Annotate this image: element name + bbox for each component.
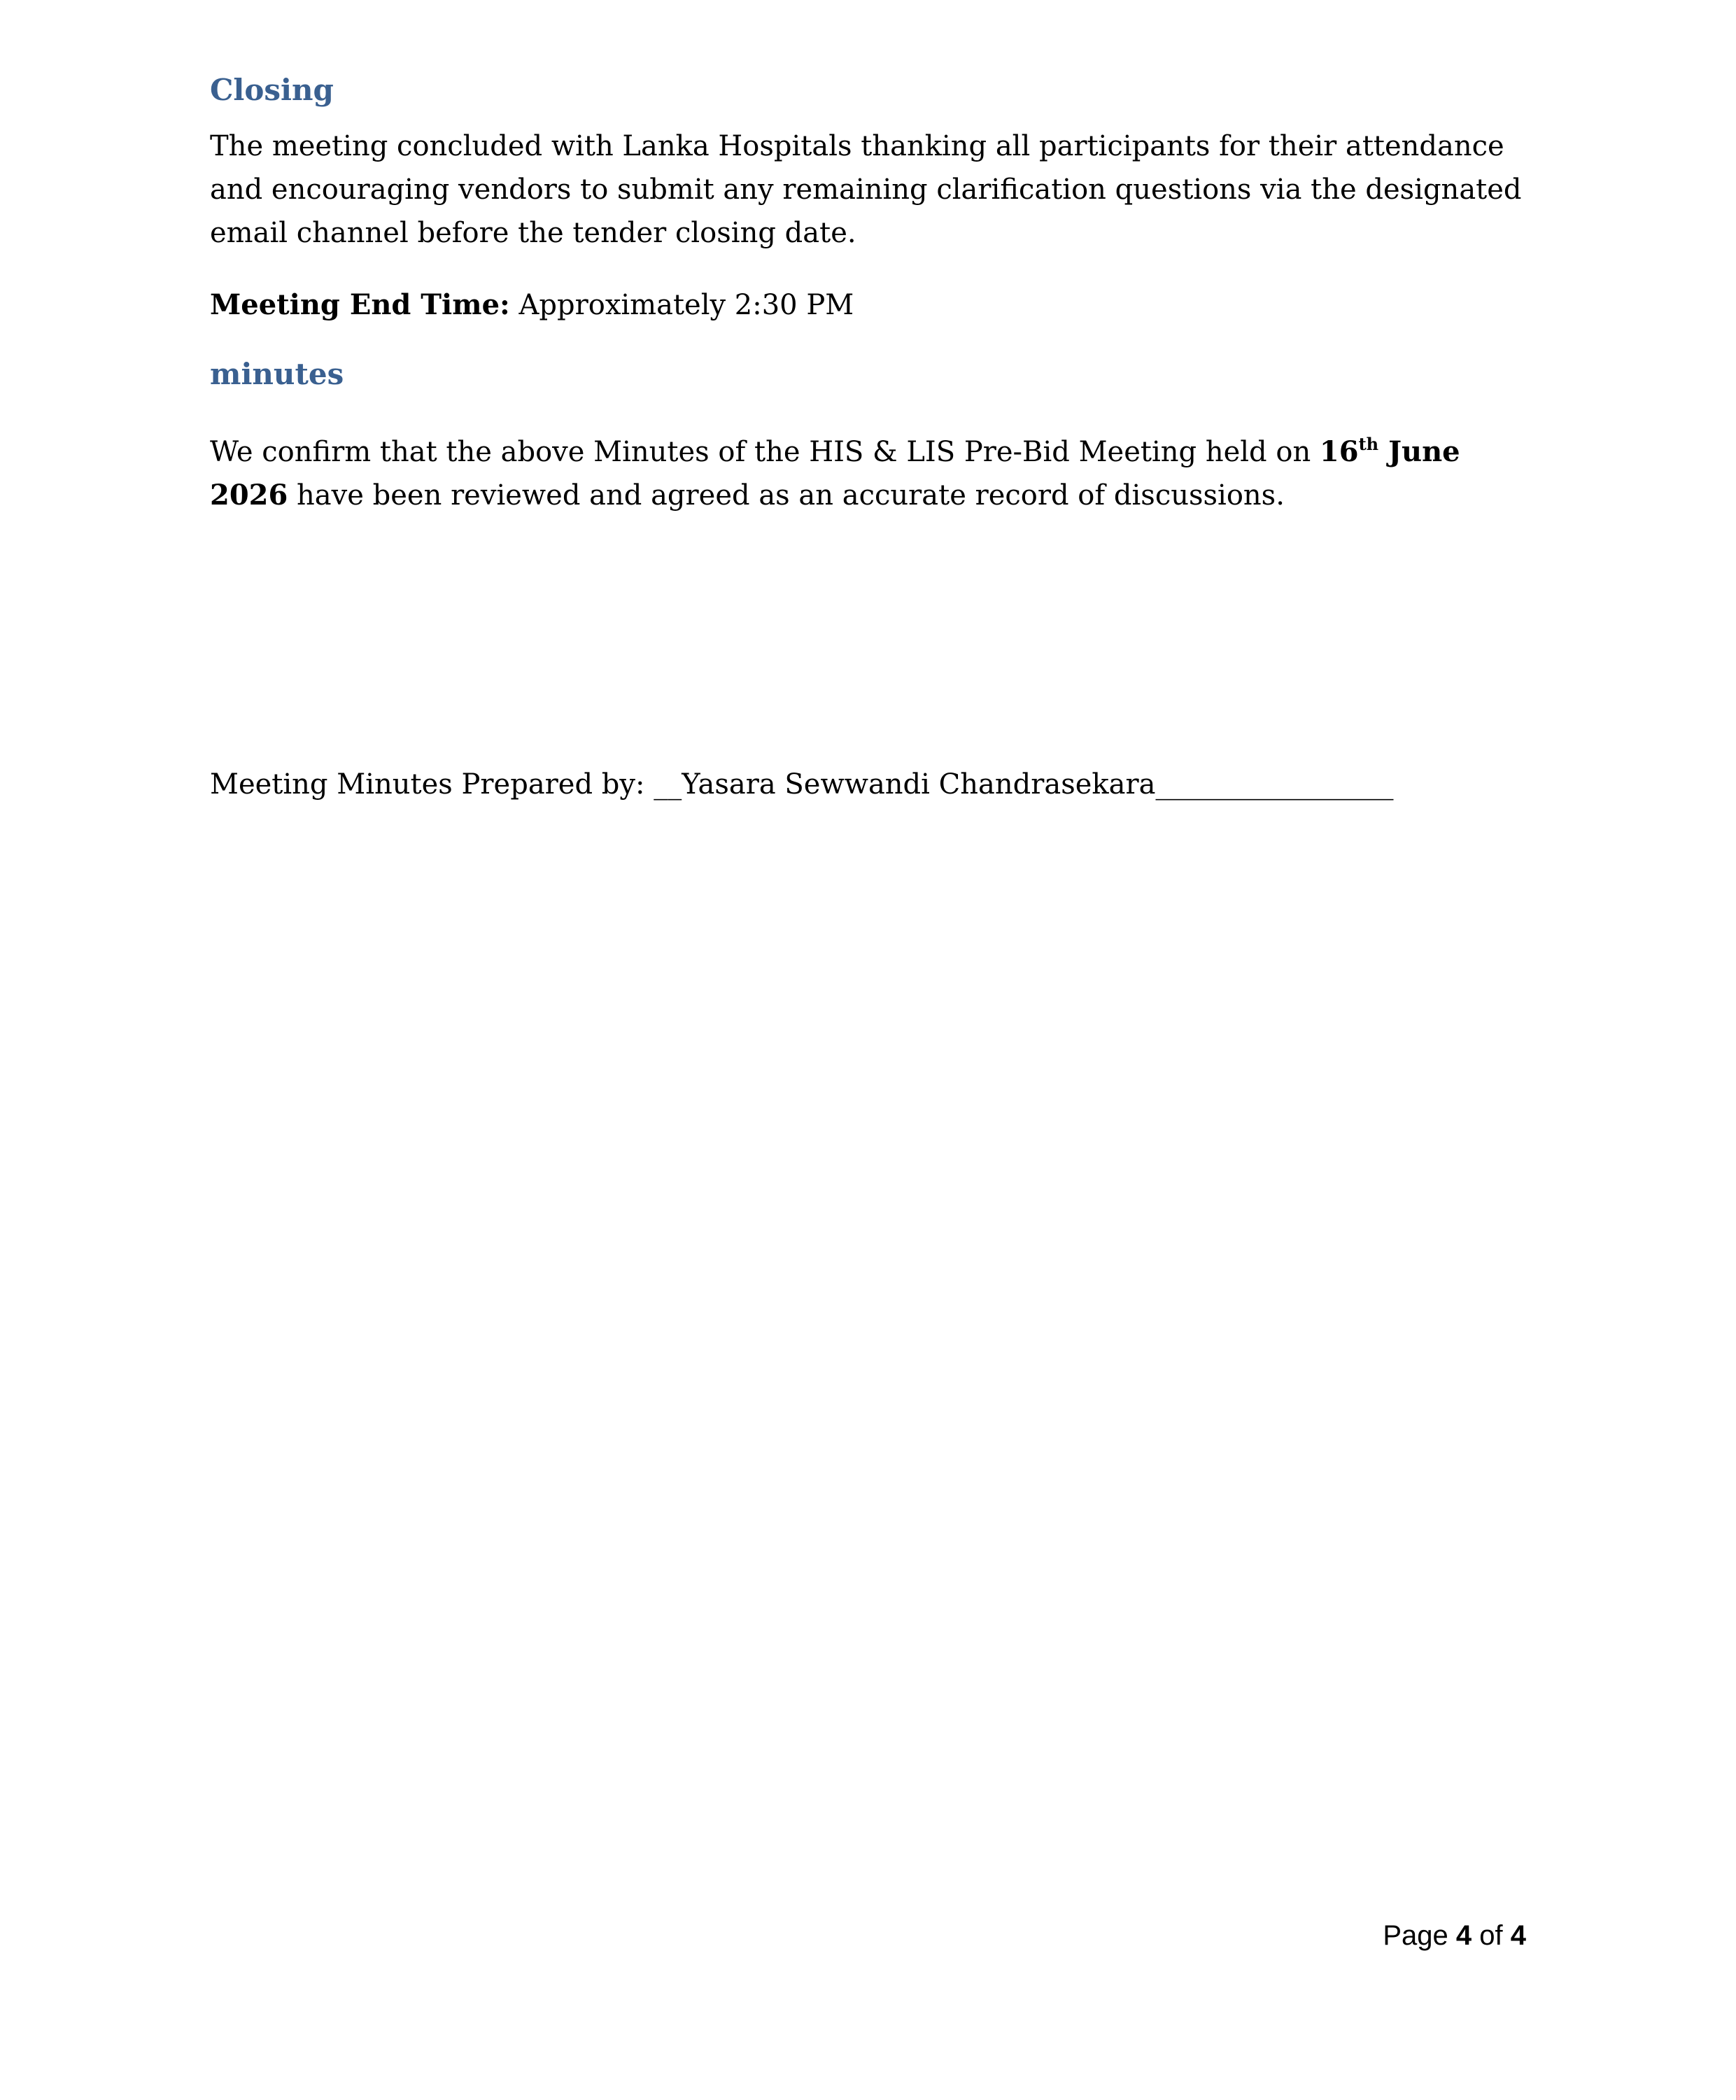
confirmation-text-end: have been reviewed and agreed as an accurate record of discussions. bbox=[288, 479, 1285, 512]
meeting-date-month-year: June 2026 bbox=[210, 435, 1460, 512]
confirmation-paragraph bbox=[210, 430, 1525, 517]
closing-heading: Closing bbox=[210, 73, 334, 107]
prepared-by-name: __Yasara Sewwandi Chandrasekara_________________ bbox=[654, 768, 1394, 801]
prepared-by-label: Meeting Minutes Prepared by: bbox=[210, 768, 654, 801]
meeting-date-ordinal: th bbox=[1358, 434, 1379, 454]
minutes-heading: minutes bbox=[210, 357, 344, 391]
closing-paragraph: The meeting concluded with Lanka Hospitals thanking all participants for their attendance and encouraging vendors to submit any remaining clarification questions via the designated email channel before the tender closing date. bbox=[210, 130, 1522, 249]
end-time-value: Approximately 2:30 PM bbox=[509, 289, 854, 321]
page-word: Page bbox=[1383, 1920, 1456, 1951]
meeting-date-day: 16 bbox=[1319, 435, 1359, 468]
current-page-number: 4 bbox=[1455, 1920, 1472, 1951]
confirmation-text-start: We confirm that the above Minutes of the HIS & LIS Pre-Bid Meeting held on bbox=[210, 436, 1320, 468]
total-page-count: 4 bbox=[1510, 1920, 1526, 1951]
of-word: of bbox=[1472, 1920, 1511, 1951]
end-time-label: Meeting End Time: bbox=[210, 288, 510, 321]
meeting-end-time bbox=[210, 283, 1525, 327]
prepared-by-line bbox=[210, 763, 1525, 806]
page-number-footer bbox=[1383, 1919, 1526, 1952]
